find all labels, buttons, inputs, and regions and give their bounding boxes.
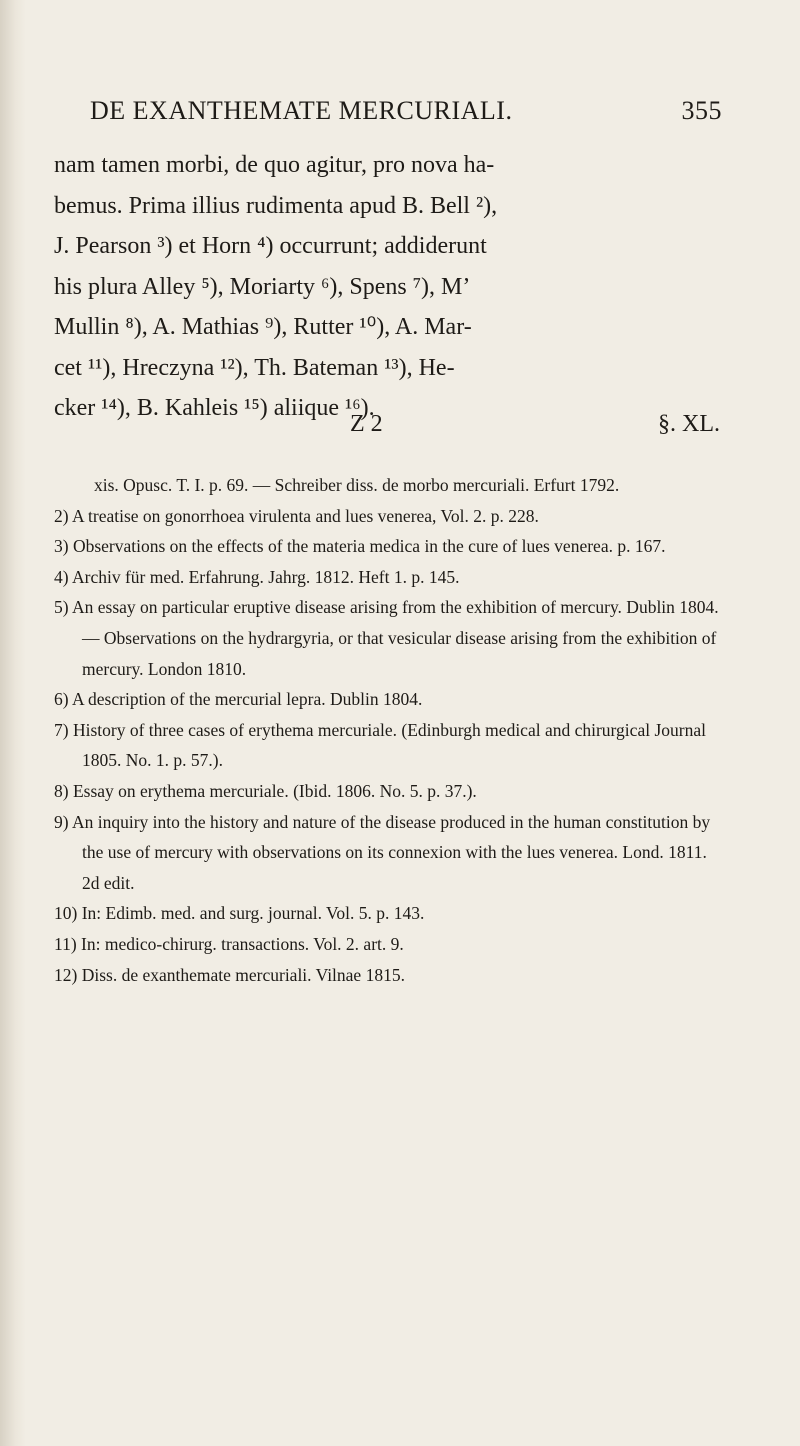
body-line: Mullin ⁸), A. Mathias ⁹), Rutter ¹⁰), A. Mar- <box>54 314 472 340</box>
body-line: cker ¹⁴), B. Kahleis ¹⁵) aliique ¹⁶). <box>54 395 375 421</box>
footnote-4: 4) Archiv für med. Erfahrung. Jahrg. 1812. Heft 1. p. 145. <box>54 566 460 587</box>
page-binding-shadow <box>0 0 26 1446</box>
footnote-9: 9) An inquiry into the history and nature of the disease produced in the human constitution by the use of mercury with observations on its connexion with the lues venerea. Lond. 1811. 2d edit. <box>54 811 711 893</box>
body-line: J. Pearson ³) et Horn ⁴) occurrunt; addiderunt <box>54 233 487 259</box>
footnote-7: 7) History of three cases of erythema mercuriale. (Edinburgh medical and chirurgical Journal 1805. No. 1. p. 57.). <box>54 719 706 771</box>
footnote-6: 6) A description of the mercurial lepra. Dublin 1804. <box>54 689 423 710</box>
running-title: DE EXANTHEMATE MERCURIALI. <box>90 96 513 125</box>
footnote-5: 5) An essay on particular eruptive disease arising from the exhibition of mercury. Dublin 1804. — Observations on the hydrargyria, or that vesicular disease arising from the exhibition of mercury. London 1810. <box>54 597 719 679</box>
footnote-3: 3) Observations on the effects of the materia medica in the cure of lues venerea. p. 167. <box>54 536 666 557</box>
body-line: cet ¹¹), Hreczyna ¹²), Th. Bateman ¹³), He- <box>54 354 455 381</box>
body-line: his plura Alley ⁵), Moriarty ⁶), Spens ⁷), M’ <box>54 273 471 300</box>
footnote-12: 12) Diss. de exanthemate mercuriali. Vilnae 1815. <box>54 964 405 985</box>
signature-mark: Z 2 <box>350 411 383 437</box>
body-paragraph <box>54 145 722 429</box>
body-line: bemus. Prima illius rudimenta apud B. Bell ²), <box>54 192 498 219</box>
body-line: nam tamen morbi, de quo agitur, pro nova ha- <box>54 152 495 178</box>
catchword-section: §. XL. <box>658 411 720 437</box>
page-number: 355 <box>681 96 722 125</box>
footnote-11: 11) In: medico-chirurg. transactions. Vol. 2. art. 9. <box>54 933 404 954</box>
footnote-2: 2) A treatise on gonorrhoea virulenta and lues venerea, Vol. 2. p. 228. <box>54 505 539 526</box>
footnotes <box>54 470 722 990</box>
footnote-continuation: xis. Opusc. T. I. p. 69. — Schreiber diss. de morbo mercuriali. Erfurt 1792. <box>94 475 620 495</box>
footnote-10: 10) In: Edimb. med. and surg. journal. Vol. 5. p. 143. <box>54 903 425 924</box>
footnote-8: 8) Essay on erythema mercuriale. (Ibid. 1806. No. 5. p. 37.). <box>54 780 477 801</box>
